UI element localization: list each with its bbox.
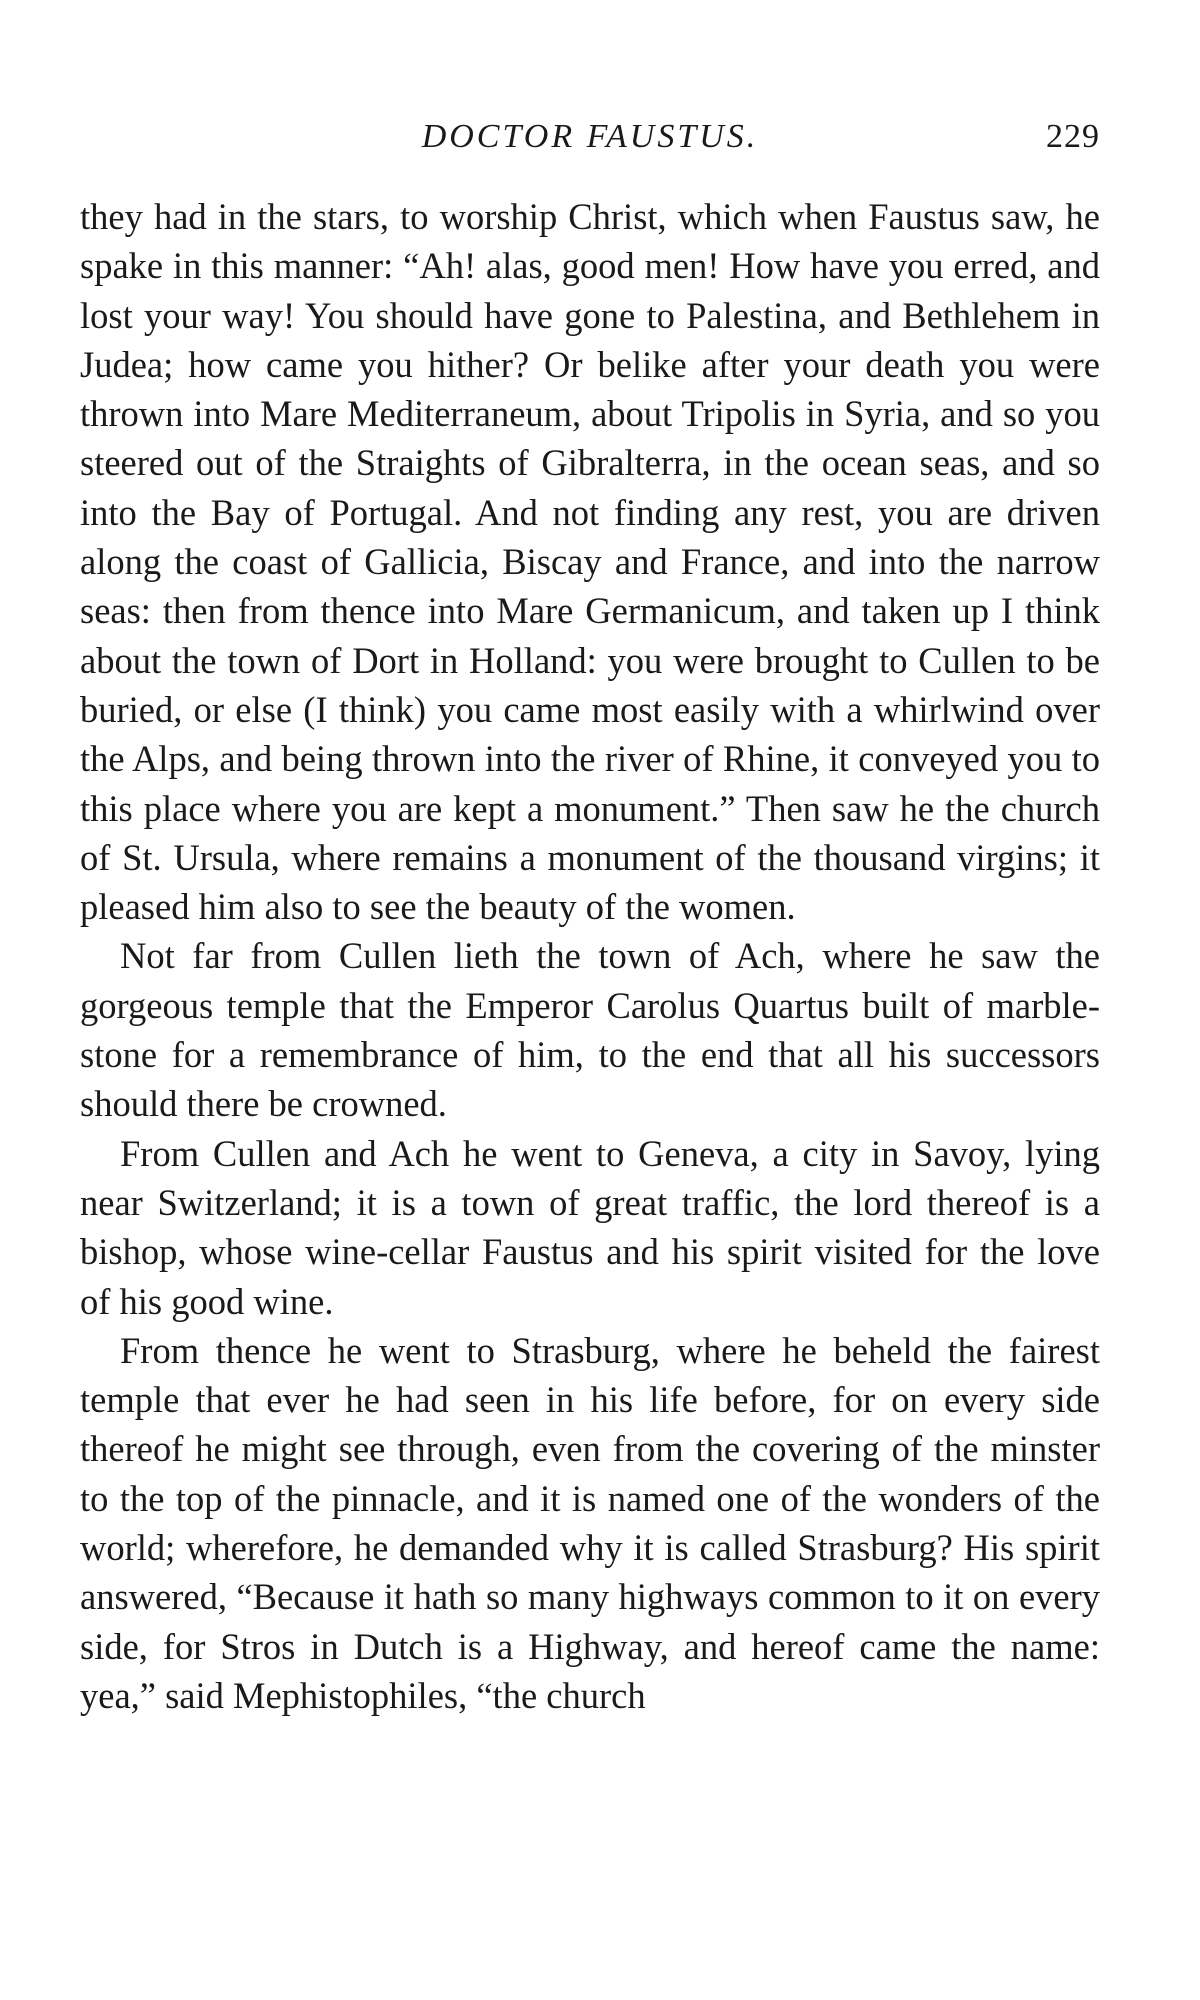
page-number: 229 [1046,118,1100,155]
paragraph-ach: Not far from Cullen lieth the town of Ach, where he saw the gorgeous temple that the Emperor Carolus Quartus built of marble-stone for a remembrance of him, to the end that all his successors should there be crowned. [80,935,1100,1125]
body-text [80,192,1100,1720]
paragraph-geneva: From Cullen and Ach he went to Geneva, a city in Savoy, lying near Switzerland; it is a town of great traffic, the lord thereof is a bishop, whose wine-cellar Faustus and his spirit visited for the love of his good wine. [80,1132,1100,1322]
paragraph-continued: they had in the stars, to worship Christ, which when Faustus saw, he spake in this manner: “Ah! alas, good men! How have you erred, and lost your way! You should have gone to Palestina, and Bethlehem in Judea; how came you hither? Or belike after your death you were thrown into Mare Mediterraneum, about Tripolis in Syria, and so you steered out of the Straights of Gibralterra, in the ocean seas, and so into the Bay of Portugal. And not finding any rest, you are driven along the coast of Gallicia, Biscay and France, and into the narrow seas: then from thence into Mare Germanicum, and taken up I think about the town of Dort in Holland: you were brought to Cullen to be buried, or else (I think) you came most easily with a whirlwind over the Alps, and being thrown into the river of Rhine, it conveyed you to this place where you are kept a monument.” Then saw he the church of St. Ursula, where remains a monument of the thousand virgins; it pleased him also to see the beauty of the women. [80,196,1100,928]
running-head [80,112,1100,162]
paragraph-strasburg: From thence he went to Strasburg, where he beheld the fairest temple that ever he had seen in his life before, for on every side thereof he might see through, even from the covering of the minster to the top of the pinnacle, and it is named one of the wonders of the world; wherefore, he demanded why it is called Strasburg? His spirit answered, “Because it hath so many highways common to it on every side, for Stros in Dutch is a Highway, and hereof came the name: yea,” said Mephistophiles, “the church [80,1329,1100,1716]
running-title: DOCTOR FAUSTUS. [421,118,759,155]
